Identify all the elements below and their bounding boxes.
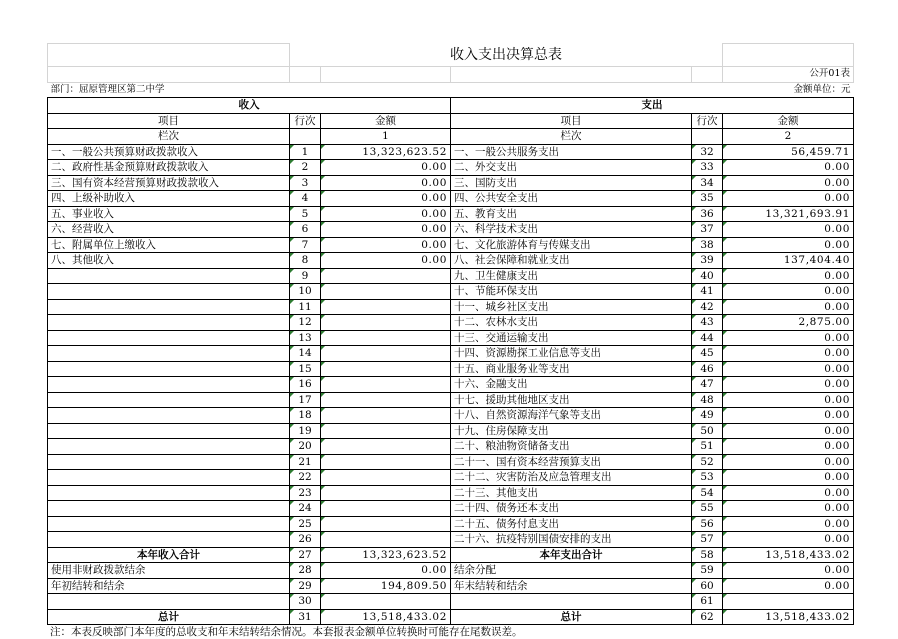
table-row: [48, 563, 854, 579]
expense-row-number: 34: [692, 175, 723, 191]
expense-row-number: 60: [692, 578, 723, 594]
expense-amount: 13,518,433.02: [723, 609, 854, 625]
table-row: [48, 392, 854, 408]
expense-item-label: 十六、金融支出: [451, 377, 692, 393]
expense-amount: 0.00: [723, 191, 854, 207]
income-item-label: [48, 268, 290, 284]
table-row: [48, 485, 854, 501]
expense-item-label: 三、国防支出: [451, 175, 692, 191]
income-amount: [321, 423, 451, 439]
expense-item-label: 二、外交支出: [451, 160, 692, 176]
expense-section-header: 支出: [451, 98, 854, 114]
income-row-number: 10: [290, 284, 321, 300]
table-row: [48, 423, 854, 439]
income-row-number: 3: [290, 175, 321, 191]
income-amount: [321, 346, 451, 362]
expense-item-label: 十九、住房保障支出: [451, 423, 692, 439]
income-row-number: 17: [290, 392, 321, 408]
expense-amount: 0.00: [723, 392, 854, 408]
expense-item-label: 四、公共安全支出: [451, 191, 692, 207]
table-row: [48, 175, 854, 191]
income-item-label: [48, 346, 290, 362]
income-row-number: 7: [290, 237, 321, 253]
income-item-label: 年初结转和结余: [48, 578, 290, 594]
income-item-label: 二、政府性基金预算财政拨款收入: [48, 160, 290, 176]
income-amount: 0.00: [321, 222, 451, 238]
table-row: [48, 206, 854, 222]
report-sheet: [47, 43, 853, 639]
expense-row-number: 42: [692, 299, 723, 315]
expense-item-label: 十二、农林水支出: [451, 315, 692, 331]
income-amount: 13,323,623.52: [321, 547, 451, 563]
income-item-label: 使用非财政拨款结余: [48, 563, 290, 579]
expense-row-number: 61: [692, 594, 723, 610]
expense-amount: 0.00: [723, 485, 854, 501]
expense-row-number: 54: [692, 485, 723, 501]
income-row-number: 29: [290, 578, 321, 594]
expense-row-number: 40: [692, 268, 723, 284]
expense-item-label: 五、教育支出: [451, 206, 692, 222]
income-row-number: 30: [290, 594, 321, 610]
table-row: [48, 470, 854, 486]
expense-row-number: 36: [692, 206, 723, 222]
expense-row-number: 45: [692, 346, 723, 362]
table-row: [48, 501, 854, 517]
expense-amount: 0.00: [723, 470, 854, 486]
income-item-label: [48, 454, 290, 470]
income-item-label: [48, 315, 290, 331]
table-row: [48, 160, 854, 176]
expense-rowno-header: 行次: [692, 113, 723, 129]
income-item-label: [48, 392, 290, 408]
income-row-number: 21: [290, 454, 321, 470]
expense-amount: 0.00: [723, 408, 854, 424]
footnote: [47, 625, 853, 639]
income-amount: [321, 330, 451, 346]
report-title: 收入支出决算总表: [450, 46, 562, 63]
table-row: [48, 578, 854, 594]
table-row: [48, 532, 854, 548]
expense-amount: 0.00: [723, 175, 854, 191]
expense-amount: 0.00: [723, 330, 854, 346]
income-item-label: [48, 516, 290, 532]
income-section-header: 收入: [48, 98, 451, 114]
table-row: [48, 253, 854, 269]
expense-item-header: 项目: [451, 113, 692, 129]
expense-item-label: 八、社会保障和就业支出: [451, 253, 692, 269]
expense-row-number: 58: [692, 547, 723, 563]
expense-row-number: 50: [692, 423, 723, 439]
expense-amount: 0.00: [723, 439, 854, 455]
table-row: [48, 315, 854, 331]
income-item-label: [48, 299, 290, 315]
income-item-label: [48, 485, 290, 501]
expense-item-label: 年末结转和结余: [451, 578, 692, 594]
expense-item-label: 二十三、其他支出: [451, 485, 692, 501]
income-amount: [321, 516, 451, 532]
income-item-label: 一、一般公共预算财政拨款收入: [48, 144, 290, 160]
expense-amount: 137,404.40: [723, 253, 854, 269]
expense-item-label: 二十一、国有资本经营预算支出: [451, 454, 692, 470]
expense-amount: 13,321,693.91: [723, 206, 854, 222]
expense-row-number: 33: [692, 160, 723, 176]
total-row: [48, 609, 854, 625]
table-row: [48, 268, 854, 284]
expense-row-number: 57: [692, 532, 723, 548]
income-item-label: 五、事业收入: [48, 206, 290, 222]
income-row-number: 9: [290, 268, 321, 284]
income-row-number: 13: [290, 330, 321, 346]
expense-item-label: 七、文化旅游体育与传媒支出: [451, 237, 692, 253]
expense-amount: 0.00: [723, 377, 854, 393]
income-item-header: 项目: [48, 113, 290, 129]
income-amount: [321, 594, 451, 610]
expense-item-label: 一、一般公共服务支出: [451, 144, 692, 160]
income-row-number: 19: [290, 423, 321, 439]
income-amount: [321, 454, 451, 470]
expense-amount: 0.00: [723, 299, 854, 315]
income-item-label: [48, 423, 290, 439]
income-amount: [321, 439, 451, 455]
expense-amount: 0.00: [723, 268, 854, 284]
expense-row-number: 52: [692, 454, 723, 470]
expense-column-no-label: 栏次: [451, 129, 692, 145]
income-item-label: 六、经营收入: [48, 222, 290, 238]
income-row-number: 20: [290, 439, 321, 455]
expense-row-number: 32: [692, 144, 723, 160]
expense-amount: 2,875.00: [723, 315, 854, 331]
income-row-number: 6: [290, 222, 321, 238]
income-item-label: 本年收入合计: [48, 547, 290, 563]
expense-item-label: 十七、援助其他地区支出: [451, 392, 692, 408]
income-row-number: 11: [290, 299, 321, 315]
income-amount: 0.00: [321, 191, 451, 207]
expense-row-number: 48: [692, 392, 723, 408]
income-item-label: [48, 594, 290, 610]
income-amount: [321, 392, 451, 408]
summary-table: [47, 43, 854, 625]
expense-item-label: 二十二、灾害防治及应急管理支出: [451, 470, 692, 486]
expense-amount: 0.00: [723, 361, 854, 377]
income-row-number: 4: [290, 191, 321, 207]
expense-item-label: 总计: [451, 609, 692, 625]
income-row-number: 18: [290, 408, 321, 424]
expense-item-label: 二十六、抗疫特别国债安排的支出: [451, 532, 692, 548]
income-item-label: [48, 330, 290, 346]
income-item-label: 总计: [48, 609, 290, 625]
expense-amount: 0.00: [723, 346, 854, 362]
expense-item-label: 二十、粮油物资储备支出: [451, 439, 692, 455]
expense-row-number: 39: [692, 253, 723, 269]
table-row: [48, 439, 854, 455]
income-amount: 0.00: [321, 563, 451, 579]
expense-amount: 0.00: [723, 284, 854, 300]
income-amount: [321, 485, 451, 501]
expense-item-label: 十三、交通运输支出: [451, 330, 692, 346]
income-amount: 13,323,623.52: [321, 144, 451, 160]
expense-item-label: 十一、城乡社区支出: [451, 299, 692, 315]
expense-row-number: 41: [692, 284, 723, 300]
income-column-no: 1: [321, 129, 451, 145]
income-item-label: [48, 532, 290, 548]
expense-amount: 0.00: [723, 532, 854, 548]
table-row: [48, 361, 854, 377]
income-row-number: 24: [290, 501, 321, 517]
table-row: [48, 408, 854, 424]
expense-item-label: 十、节能环保支出: [451, 284, 692, 300]
expense-amount: 0.00: [723, 516, 854, 532]
income-item-label: [48, 377, 290, 393]
table-row: [48, 346, 854, 362]
expense-row-number: 62: [692, 609, 723, 625]
expense-item-label: 本年支出合计: [451, 547, 692, 563]
income-rowno-header: 行次: [290, 113, 321, 129]
income-row-number: 26: [290, 532, 321, 548]
table-row: [48, 284, 854, 300]
income-column-no-label: 栏次: [48, 129, 290, 145]
income-item-label: [48, 284, 290, 300]
expense-item-label: 十五、商业服务业等支出: [451, 361, 692, 377]
table-row: [48, 330, 854, 346]
expense-item-label: 二十四、债务还本支出: [451, 501, 692, 517]
expense-amount-header: 金额: [723, 113, 854, 129]
expense-amount: 0.00: [723, 423, 854, 439]
income-amount: [321, 284, 451, 300]
income-item-label: 三、国有资本经营预算财政拨款收入: [48, 175, 290, 191]
income-amount: [321, 268, 451, 284]
unit-label: 金额单位：元: [793, 83, 851, 95]
expense-row-number: 44: [692, 330, 723, 346]
income-item-label: [48, 408, 290, 424]
income-row-number: 16: [290, 377, 321, 393]
table-row: [48, 237, 854, 253]
expense-row-number: 56: [692, 516, 723, 532]
expense-column-no: 2: [723, 129, 854, 145]
table-row: [48, 144, 854, 160]
expense-amount: 0.00: [723, 237, 854, 253]
income-amount-header: 金额: [321, 113, 451, 129]
income-row-number: 14: [290, 346, 321, 362]
expense-amount: 0.00: [723, 454, 854, 470]
expense-amount: [723, 594, 854, 610]
expense-item-label: 结余分配: [451, 563, 692, 579]
department-label: 部门：屈原管理区第二中学: [50, 83, 165, 95]
income-row-number: 8: [290, 253, 321, 269]
income-row-number: 23: [290, 485, 321, 501]
income-row-number: 31: [290, 609, 321, 625]
expense-amount: 0.00: [723, 222, 854, 238]
expense-row-number: 46: [692, 361, 723, 377]
table-row: [48, 191, 854, 207]
income-amount: [321, 408, 451, 424]
income-amount: 0.00: [321, 237, 451, 253]
income-row-number: 22: [290, 470, 321, 486]
form-code: 公开01表: [723, 67, 854, 83]
income-amount: 0.00: [321, 206, 451, 222]
income-amount: [321, 299, 451, 315]
expense-row-number: 37: [692, 222, 723, 238]
expense-row-number: 47: [692, 377, 723, 393]
income-item-label: [48, 361, 290, 377]
income-amount: [321, 470, 451, 486]
expense-amount: 13,518,433.02: [723, 547, 854, 563]
income-row-number: 12: [290, 315, 321, 331]
income-row-number: 25: [290, 516, 321, 532]
income-item-label: 八、其他收入: [48, 253, 290, 269]
note-text: 注：本表反映部门本年度的总收支和年末结转结余情况。本套报表金额单位转换时可能存在尾数误差。: [50, 626, 523, 638]
table-row: [48, 454, 854, 470]
expense-item-label: [451, 594, 692, 610]
income-item-label: [48, 439, 290, 455]
expense-item-label: 六、科学技术支出: [451, 222, 692, 238]
income-row-number: 28: [290, 563, 321, 579]
expense-amount: 0.00: [723, 563, 854, 579]
income-amount: [321, 501, 451, 517]
income-row-number: 27: [290, 547, 321, 563]
income-row-number: 2: [290, 160, 321, 176]
income-amount: [321, 361, 451, 377]
income-amount: 0.00: [321, 253, 451, 269]
expense-row-number: 49: [692, 408, 723, 424]
expense-row-number: 38: [692, 237, 723, 253]
table-row: [48, 299, 854, 315]
subtotal-row: [48, 547, 854, 563]
table-row: [48, 377, 854, 393]
income-amount: 13,518,433.02: [321, 609, 451, 625]
income-row-number: 1: [290, 144, 321, 160]
expense-row-number: 59: [692, 563, 723, 579]
table-row: [48, 594, 854, 610]
expense-amount: 56,459.71: [723, 144, 854, 160]
expense-row-number: 35: [692, 191, 723, 207]
income-row-number: 5: [290, 206, 321, 222]
expense-amount: 0.00: [723, 160, 854, 176]
income-item-label: 四、上级补助收入: [48, 191, 290, 207]
expense-row-number: 55: [692, 501, 723, 517]
income-amount: 0.00: [321, 160, 451, 176]
expense-item-label: 十四、资源勘探工业信息等支出: [451, 346, 692, 362]
income-item-label: 七、附属单位上缴收入: [48, 237, 290, 253]
expense-item-label: 二十五、债务付息支出: [451, 516, 692, 532]
expense-amount: 0.00: [723, 578, 854, 594]
expense-row-number: 43: [692, 315, 723, 331]
expense-item-label: 十八、自然资源海洋气象等支出: [451, 408, 692, 424]
income-item-label: [48, 501, 290, 517]
income-amount: 0.00: [321, 175, 451, 191]
income-amount: [321, 532, 451, 548]
table-row: [48, 516, 854, 532]
expense-row-number: 53: [692, 470, 723, 486]
income-item-label: [48, 470, 290, 486]
expense-row-number: 51: [692, 439, 723, 455]
income-amount: 194,809.50: [321, 578, 451, 594]
income-amount: [321, 377, 451, 393]
income-amount: [321, 315, 451, 331]
expense-amount: 0.00: [723, 501, 854, 517]
table-row: [48, 222, 854, 238]
income-row-number: 15: [290, 361, 321, 377]
expense-item-label: 九、卫生健康支出: [451, 268, 692, 284]
